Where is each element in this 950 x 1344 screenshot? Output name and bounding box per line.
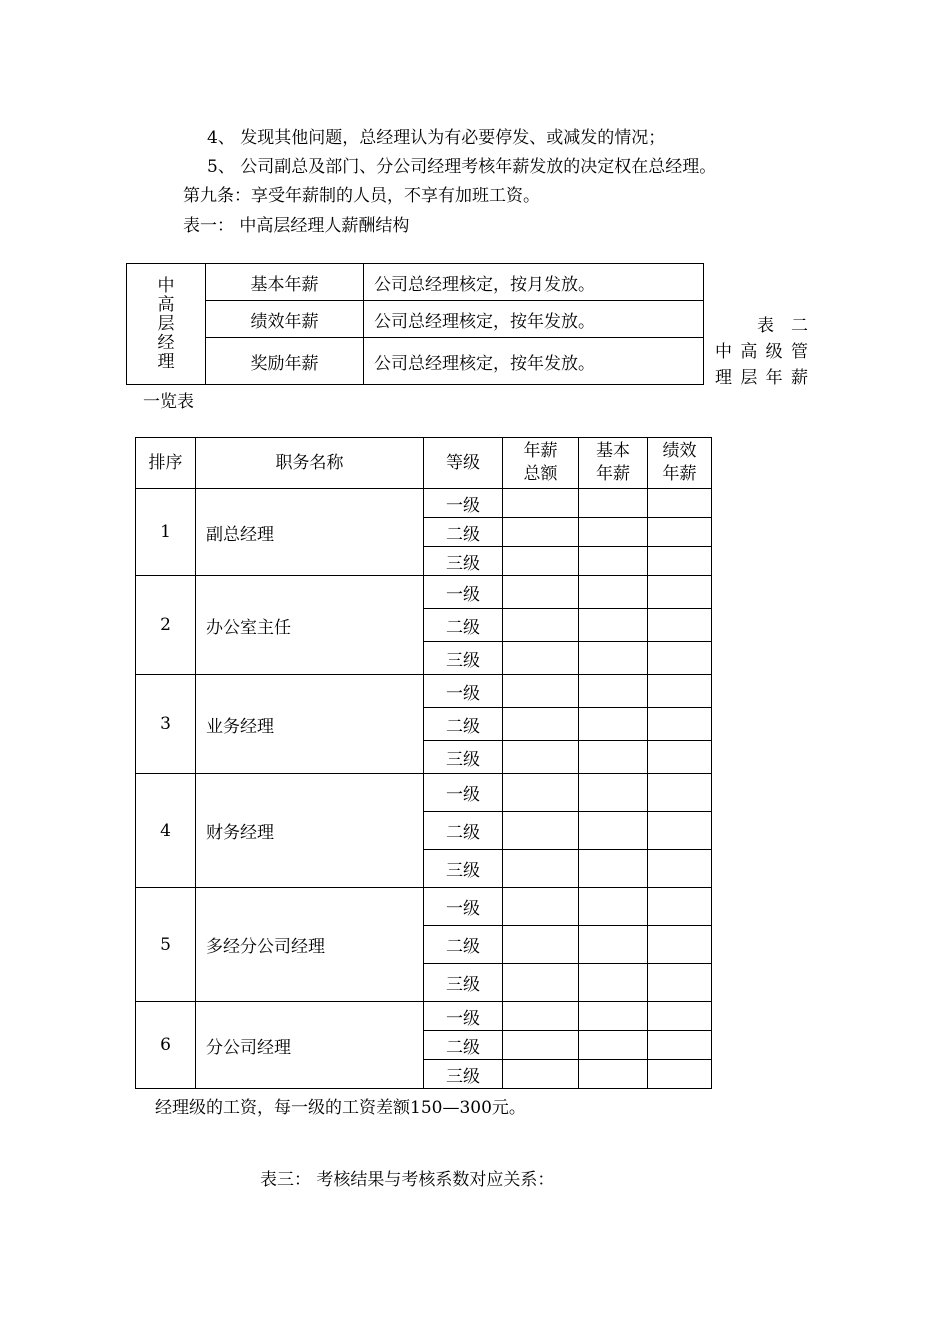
total-cell xyxy=(503,576,579,609)
group-label-char: 层 xyxy=(157,313,175,334)
total-cell xyxy=(503,708,579,741)
level-cell: 一级 xyxy=(424,489,503,518)
total-cell xyxy=(503,774,579,812)
level-cell: 一级 xyxy=(424,675,503,708)
base-cell xyxy=(579,1031,648,1060)
perf-cell xyxy=(648,964,712,1002)
total-cell xyxy=(503,489,579,518)
level-cell: 一级 xyxy=(424,576,503,609)
total-cell xyxy=(503,609,579,642)
level-cell: 二级 xyxy=(424,609,503,642)
level-cell: 二级 xyxy=(424,812,503,850)
total-cell xyxy=(503,741,579,774)
total-cell xyxy=(503,642,579,675)
salary-item-name: 绩效年薪 xyxy=(206,301,364,338)
salary-item-desc: 公司总经理核定，按年发放。 xyxy=(364,301,704,338)
base-cell xyxy=(579,518,648,547)
table2-title-side xyxy=(715,313,808,391)
table2-title-line: 表 二 xyxy=(757,316,808,336)
perf-cell xyxy=(648,708,712,741)
level-cell: 一级 xyxy=(424,888,503,926)
position-name-cell: 业务经理 xyxy=(196,675,424,774)
perf-cell xyxy=(648,609,712,642)
total-cell xyxy=(503,926,579,964)
salary-note: 经理级的工资，每一级的工资差额150—300元。 xyxy=(155,1098,526,1118)
salary-structure-table xyxy=(126,263,704,385)
perf-cell xyxy=(648,1060,712,1089)
header-perf-line: 绩效 xyxy=(662,441,697,461)
perf-cell xyxy=(648,774,712,812)
perf-cell xyxy=(648,489,712,518)
base-cell xyxy=(579,642,648,675)
perf-cell xyxy=(648,576,712,609)
level-cell: 三级 xyxy=(424,850,503,888)
level-cell: 三级 xyxy=(424,1060,503,1089)
rank-cell: 3 xyxy=(136,675,196,774)
header-level: 等级 xyxy=(424,438,503,489)
group-label-char: 经 xyxy=(157,332,175,353)
perf-cell xyxy=(648,1002,712,1031)
group-label-char: 高 xyxy=(157,294,175,315)
base-cell xyxy=(579,1002,648,1031)
salary-item-desc: 公司总经理核定，按年发放。 xyxy=(364,338,704,385)
header-base-line: 基本 xyxy=(596,441,630,461)
group-label-char: 理 xyxy=(157,351,175,372)
perf-cell xyxy=(648,850,712,888)
perf-cell xyxy=(648,812,712,850)
total-cell xyxy=(503,888,579,926)
header-title: 职务名称 xyxy=(196,438,424,489)
total-cell xyxy=(503,547,579,576)
perf-cell xyxy=(648,741,712,774)
perf-cell xyxy=(648,675,712,708)
position-name-cell: 办公室主任 xyxy=(196,576,424,675)
position-name-cell: 分公司经理 xyxy=(196,1002,424,1089)
table-row xyxy=(127,338,704,385)
level-cell: 三级 xyxy=(424,642,503,675)
header-row xyxy=(136,438,712,489)
perf-cell xyxy=(648,926,712,964)
table-row xyxy=(127,301,704,338)
level-cell: 二级 xyxy=(424,518,503,547)
level-cell: 二级 xyxy=(424,708,503,741)
table-row xyxy=(136,888,712,926)
header-perf xyxy=(648,438,712,489)
perf-cell xyxy=(648,1031,712,1060)
table-row xyxy=(136,576,712,609)
position-name-cell: 财务经理 xyxy=(196,774,424,888)
group-label-cell xyxy=(127,264,206,385)
base-cell xyxy=(579,812,648,850)
rank-cell: 4 xyxy=(136,774,196,888)
perf-cell xyxy=(648,888,712,926)
base-cell xyxy=(579,1060,648,1089)
level-cell: 一级 xyxy=(424,1002,503,1031)
header-rank: 排序 xyxy=(136,438,196,489)
base-cell xyxy=(579,850,648,888)
salary-item-desc: 公司总经理核定，按月发放。 xyxy=(364,264,704,301)
total-cell xyxy=(503,1060,579,1089)
annual-salary-table xyxy=(135,437,712,1089)
level-cell: 二级 xyxy=(424,926,503,964)
total-cell xyxy=(503,964,579,1002)
base-cell xyxy=(579,964,648,1002)
table-row xyxy=(136,489,712,518)
total-cell xyxy=(503,518,579,547)
level-cell: 三级 xyxy=(424,547,503,576)
total-cell xyxy=(503,850,579,888)
clause-5: 5、 公司副总及部门、分公司经理考核年薪发放的决定权在总经理。 xyxy=(207,157,717,177)
position-name-cell: 多经分公司经理 xyxy=(196,888,424,1002)
base-cell xyxy=(579,576,648,609)
header-perf-line: 年薪 xyxy=(662,464,697,484)
article-9: 第九条：享受年薪制的人员，不享有加班工资。 xyxy=(183,186,540,206)
total-cell xyxy=(503,1031,579,1060)
table-row xyxy=(136,774,712,812)
table3-title: 表三： 考核结果与考核系数对应关系： xyxy=(260,1170,555,1190)
total-cell xyxy=(503,675,579,708)
header-total xyxy=(503,438,579,489)
base-cell xyxy=(579,675,648,708)
header-total-line: 总额 xyxy=(523,464,558,484)
base-cell xyxy=(579,926,648,964)
total-cell xyxy=(503,1002,579,1031)
rank-cell: 5 xyxy=(136,888,196,1002)
perf-cell xyxy=(648,642,712,675)
header-total-line: 年薪 xyxy=(523,441,558,461)
rank-cell: 2 xyxy=(136,576,196,675)
clause-4: 4、 发现其他问题，总经理认为有必要停发、或减发的情况； xyxy=(207,128,666,148)
table1-title: 表一： 中高层经理人薪酬结构 xyxy=(183,216,410,236)
level-cell: 一级 xyxy=(424,774,503,812)
base-cell xyxy=(579,489,648,518)
base-cell xyxy=(579,609,648,642)
position-name-cell: 副总经理 xyxy=(196,489,424,576)
table-row xyxy=(136,1002,712,1031)
perf-cell xyxy=(648,547,712,576)
base-cell xyxy=(579,708,648,741)
level-cell: 二级 xyxy=(424,1031,503,1060)
header-base-line: 年薪 xyxy=(596,464,630,484)
table2-title-tail: 一览表 xyxy=(143,392,194,412)
rank-cell: 1 xyxy=(136,489,196,576)
base-cell xyxy=(579,741,648,774)
salary-item-name: 奖励年薪 xyxy=(206,338,364,385)
base-cell xyxy=(579,774,648,812)
table-row xyxy=(127,264,704,301)
table-row xyxy=(136,675,712,708)
table2-title-line: 中高级管 xyxy=(715,342,808,362)
base-cell xyxy=(579,888,648,926)
header-base xyxy=(579,438,648,489)
salary-item-name: 基本年薪 xyxy=(206,264,364,301)
rank-cell: 6 xyxy=(136,1002,196,1089)
perf-cell xyxy=(648,518,712,547)
group-label-char: 中 xyxy=(157,275,175,296)
level-cell: 三级 xyxy=(424,741,503,774)
total-cell xyxy=(503,812,579,850)
level-cell: 三级 xyxy=(424,964,503,1002)
base-cell xyxy=(579,547,648,576)
table2-title-line: 理层年薪 xyxy=(715,368,808,388)
